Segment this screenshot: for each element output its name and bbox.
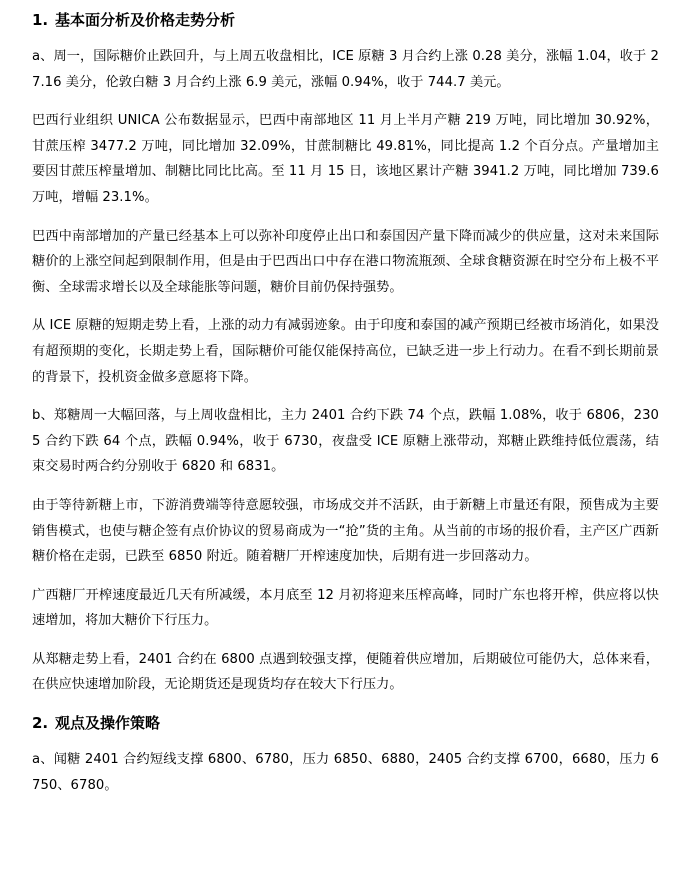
paragraph-new-sugar-market: 由于等待新糖上市，下游消费端等待意愿较强，市场成交并不活跃，由于新糖上市量还有限，预售成为主要销售模式，也使与糖企签有点价协议的贸易商成为一“抢”货的主角。从当前的市场的报价看，主产区广西新糖价格在走弱，已跌至 6850 附近。随着糖厂开榨速度加快，后期有进一步回落动力。 bbox=[32, 497, 659, 565]
paragraph-ice-sugar-price: a、周一，国际糖价止跌回升，与上周五收盘相比，ICE 原糖 3 月合约上涨 0.28 美分，涨幅 1.04，收于 27.16 美分，伦敦白糖 3 月合约上涨 6.9 美元，涨幅 0.94%，收于 744.7 美元。 bbox=[32, 49, 659, 90]
paragraph-ice-trend: 从 ICE 原糖的短期走势上看，上涨的动力有减弱迹象。由于印度和泰国的减产预期已经被市场消化，如果没有超预期的变化，长期走势上看，国际糖价可能仅能保持高位，已缺乏进一步上行动力。在看不到长期前景的背景下，投机资金做多意愿将下降。 bbox=[32, 318, 659, 385]
section-2-title: 观点及操作策略 bbox=[55, 714, 161, 733]
paragraph-unica-data: 巴西行业组织 UNICA 公布数据显示，巴西中南部地区 11 月上半月产糖 219 万吨，同比增加 30.92%，甘蔗压榨 3477.2 万吨，同比增加 32.09%，甘蔗制糖比 49.81%，同比提高 1.2 个百分点。产量增加主要因甘蔗压榨量增加、制糖比同比比高。至 11 月 15 日，该地区累计产糖 3941.2 万吨，同比增加 739.6 万吨，增幅 23.1%。 bbox=[32, 113, 659, 205]
paragraph-strategy: a、闻糖 2401 合约短线支撑 6800、6780，压力 6850、6880，2405 合约支撑 6700，6680，压力 6750、6780。 bbox=[32, 752, 659, 793]
section-2-number: 2. bbox=[32, 714, 49, 733]
section-1-number: 1. bbox=[32, 11, 49, 29]
section-2-heading bbox=[32, 711, 659, 735]
section-1-title: 基本面分析及价格走势分析 bbox=[55, 11, 236, 29]
paragraph-zhengzhou-trend: 从郑糖走势上看，2401 合约在 6800 点遇到较强支撑，便随着供应增加，后期破位可能仍大，总体来看，在供应快速增加阶段，无论期货还是现货均存在较大下行压力。 bbox=[32, 651, 659, 693]
paragraph-guangxi-crushing: 广西糖厂开榨速度最近几天有所减缓，本月底至 12 月初将迎来压榨高峰，同时广东也将开榨，供应将以快速增加，将加大糖价下行压力。 bbox=[32, 587, 659, 629]
paragraph-brazil-supply: 巴西中南部增加的产量已经基本上可以弥补印度停止出口和泰国因产量下降而减少的供应量，这对未来国际糖价的上涨空间起到限制作用，但是由于巴西出口中存在港口物流瓶颈、全球食糖资源在时空分布上极不平衡、全球需求增长以及全球能胀等问题，糖价目前仍保持强势。 bbox=[32, 228, 659, 295]
paragraph-zhengzhou-sugar: b、郑糖周一大幅回落，与上周收盘相比，主力 2401 合约下跌 74 个点，跌幅 1.08%，收于 6806，2305 合约下跌 64 个点，跌幅 0.94%，收于 6730，夜盘受 ICE 原糖上涨带动，郑糖止跌维持低位震荡，结束交易时两合约分别收于 6820 和 6831。 bbox=[32, 408, 659, 475]
section-1-heading bbox=[32, 8, 659, 32]
